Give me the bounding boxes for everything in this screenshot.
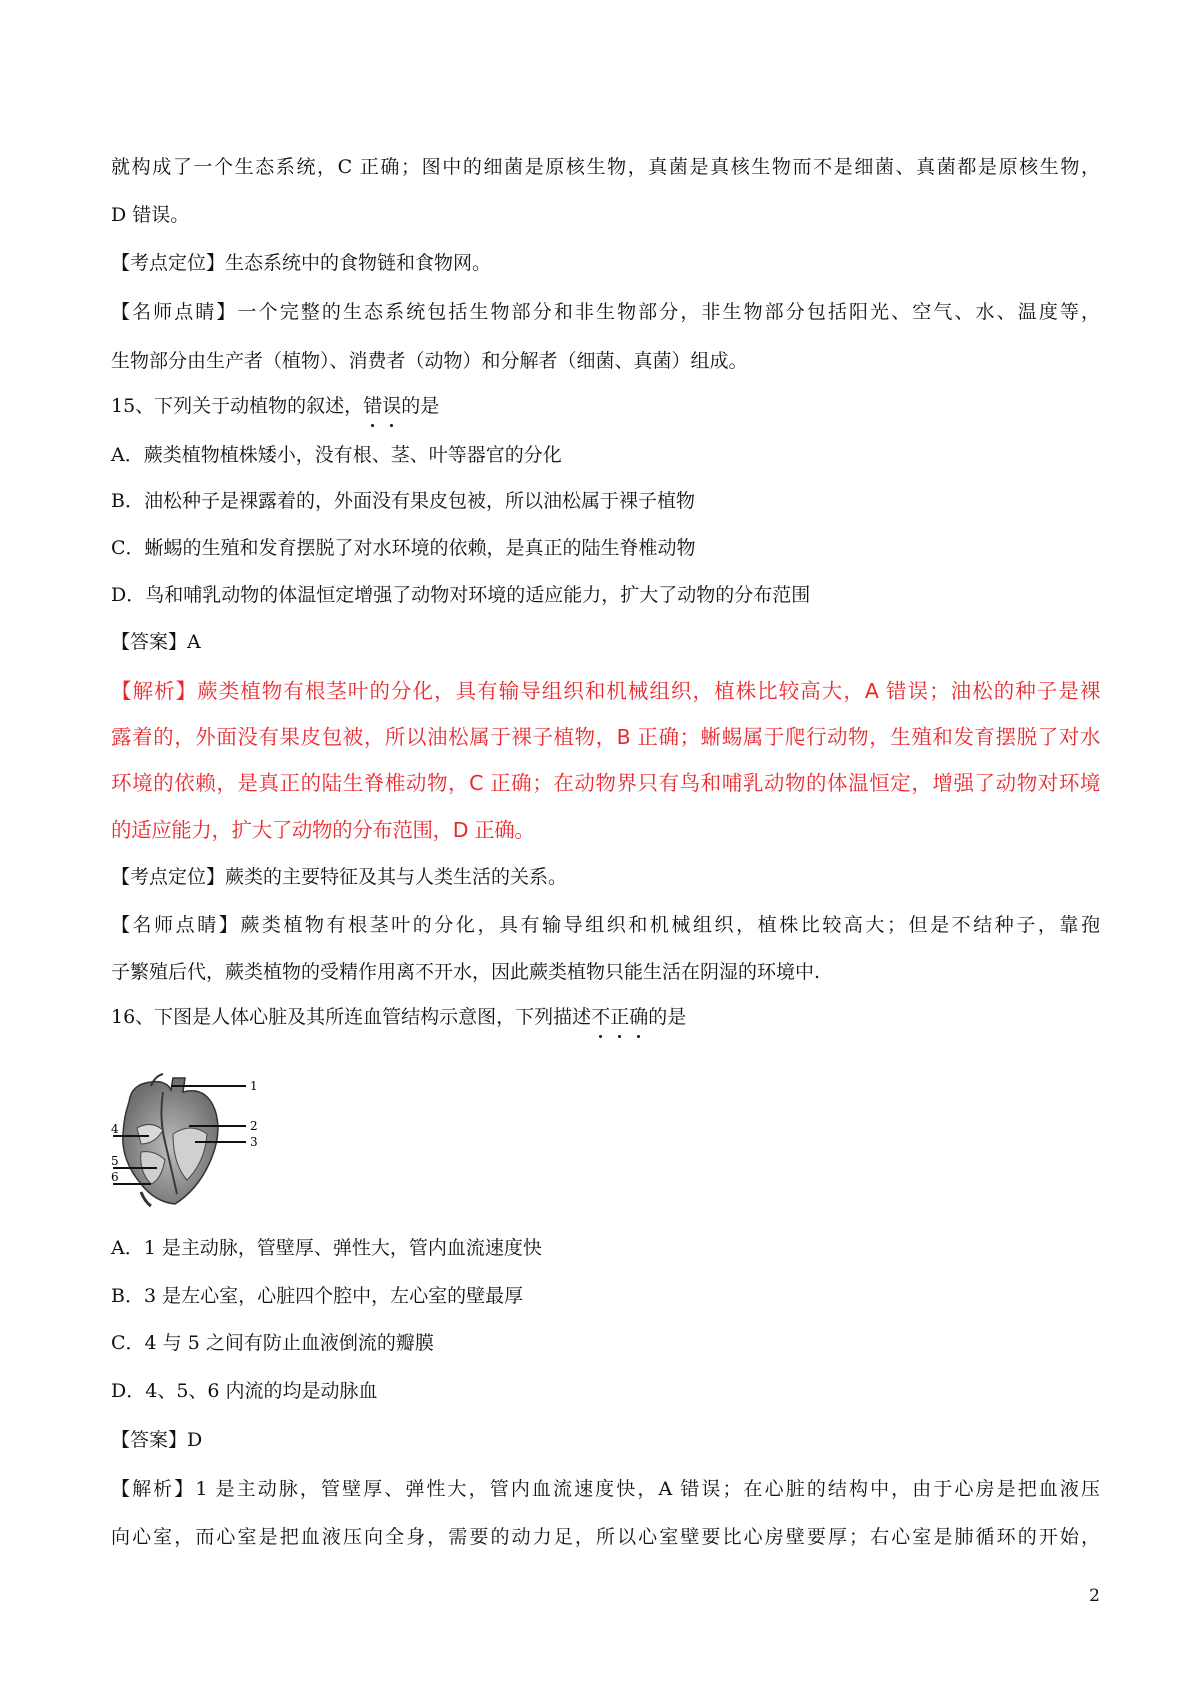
emphasis-dot-icon <box>390 424 393 427</box>
option-b: B．油松种子是裸露着的，外面没有果皮包被，所以油松属于裸子植物 <box>111 490 695 512</box>
analysis-line: 【解析】1 是主动脉，管壁厚、弹性大，管内血流速度快，A 错误；在心脏的结构中，由于心房是把血液压 <box>111 1478 1100 1500</box>
analysis-line: 露着的，外面没有果皮包被，所以油松属于裸子植物，B 正确；蜥蜴属于爬行动物，生殖和发育摆脱了对水 <box>111 725 1100 749</box>
option-a: A．蕨类植物植株矮小，没有根、茎、叶等器官的分化 <box>111 444 562 466</box>
answer-line: 【答案】D <box>111 1429 203 1451</box>
stem-text: 的是 <box>401 395 440 417</box>
analysis-line: 【解析】蕨类植物有根茎叶的分化，具有输导组织和机械组织，植株比较高大，A 错误；油松的种子是裸 <box>111 679 1100 703</box>
emphasis-dot-icon <box>371 424 374 427</box>
text-line: 就构成了一个生态系统，C 正确；图中的细菌是原核生物，真菌是真核生物而不是细菌、真菌都是原核生物， <box>111 156 1100 178</box>
dianjing-line: 【名师点睛】蕨类植物有根茎叶的分化，具有输导组织和机械组织，植株比较高大；但是不结种子，靠孢 <box>111 914 1100 936</box>
emphasis-char: 误 <box>382 391 401 421</box>
figure-label-6: 6 <box>111 1170 119 1184</box>
heart-icon <box>123 1074 218 1206</box>
figure-label-4: 4 <box>111 1122 119 1136</box>
option-c: C．4 与 5 之间有防止血液倒流的瓣膜 <box>111 1332 434 1354</box>
emphasis-char: 确 <box>629 1002 648 1032</box>
emphasis-char: 正 <box>610 1002 629 1032</box>
emphasis-dot-icon <box>618 1035 621 1038</box>
stem-text: 15、下列关于动植物的叙述， <box>111 395 364 417</box>
emphasis-dot-icon <box>637 1035 640 1038</box>
emphasis-dot-icon <box>599 1035 602 1038</box>
kaodian-line: 【考点定位】蕨类的主要特征及其与人类生活的关系。 <box>111 866 568 888</box>
figure-label-5: 5 <box>111 1154 119 1168</box>
heart-diagram <box>111 1072 261 1207</box>
option-d: D．4、5、6 内流的均是动脉血 <box>111 1380 378 1402</box>
option-a: A．1 是主动脉，管壁厚、弹性大，管内血流速度快 <box>111 1237 542 1259</box>
answer-line: 【答案】A <box>111 631 201 653</box>
option-c: C．蜥蜴的生殖和发育摆脱了对水环境的依赖，是真正的陆生脊椎动物 <box>111 537 696 559</box>
emphasis-char: 错 <box>363 391 382 421</box>
emphasis-char: 不 <box>591 1002 610 1032</box>
option-d: D．鸟和哺乳动物的体温恒定增强了动物对环境的适应能力，扩大了动物的分布范围 <box>111 584 811 606</box>
text-line: D 错误。 <box>111 204 190 226</box>
question-16-stem <box>111 1002 1100 1032</box>
question-15-stem <box>111 391 1100 421</box>
figure-label-1: 1 <box>250 1079 258 1093</box>
dianjing-line: 子繁殖后代，蕨类植物的受精作用离不开水，因此蕨类植物只能生活在阴湿的环境中. <box>111 961 821 983</box>
page-number: 2 <box>1089 1586 1100 1606</box>
stem-text: 的是 <box>648 1006 687 1028</box>
analysis-line: 向心室，而心室是把血液压向全身，需要的动力足，所以心室壁要比心房壁要厚；右心室是肺循环的开始， <box>111 1526 1100 1548</box>
figure-label-3: 3 <box>250 1135 258 1149</box>
analysis-line: 的适应能力，扩大了动物的分布范围，D 正确。 <box>111 818 535 842</box>
option-b: B．3 是左心室，心脏四个腔中，左心室的壁最厚 <box>111 1285 524 1307</box>
text-line: 生物部分由生产者（植物）、消费者（动物）和分解者（细菌、真菌）组成。 <box>111 350 748 372</box>
kaodian-line: 【考点定位】生态系统中的食物链和食物网。 <box>111 252 492 274</box>
analysis-line: 环境的依赖，是真正的陆生脊椎动物，C 正确；在动物界只有鸟和哺乳动物的体温恒定，增强了动物对环境 <box>111 771 1100 795</box>
stem-text: 16、下图是人体心脏及其所连血管结构示意图，下列描述 <box>111 1006 592 1028</box>
dianjing-line: 【名师点睛】一个完整的生态系统包括生物部分和非生物部分，非生物部分包括阳光、空气、水、温度等， <box>111 301 1100 323</box>
figure-label-2: 2 <box>250 1119 258 1133</box>
